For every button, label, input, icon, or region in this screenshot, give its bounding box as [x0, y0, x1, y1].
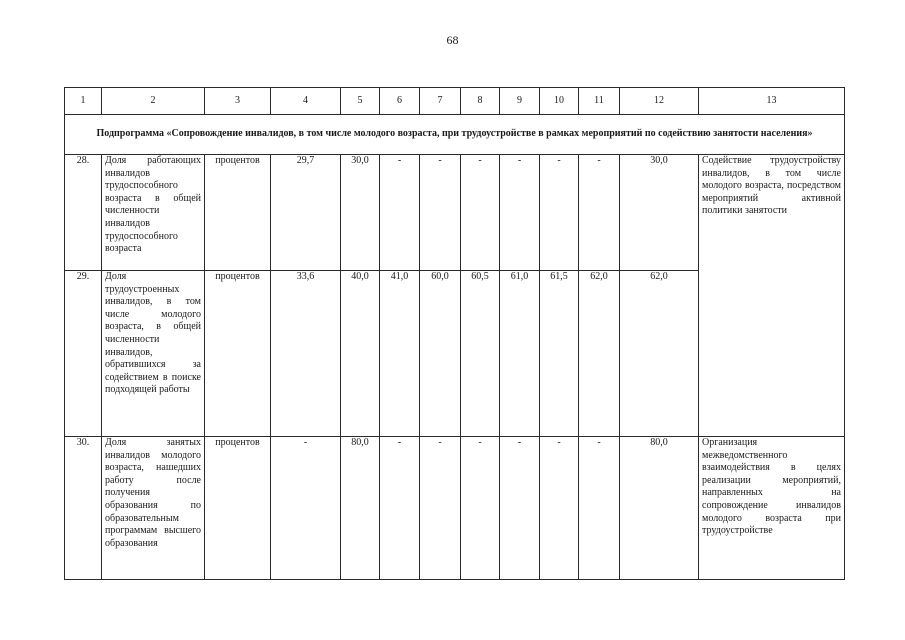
value-cell: 60,0: [420, 271, 461, 437]
indicators-table: [64, 87, 845, 580]
value-cell: 61,5: [540, 271, 579, 437]
note-cell: Организация межведомственного взаимодействия в целях реализации мероприятий, направленных на сопровождение инвалидов молодого возраста при трудоустройстве: [699, 437, 845, 580]
column-header: 11: [579, 88, 620, 115]
column-header: 7: [420, 88, 461, 115]
value-cell: -: [271, 437, 341, 580]
value-cell: -: [461, 155, 500, 271]
table-row: [65, 155, 845, 271]
column-header: 2: [102, 88, 205, 115]
row-number: 30.: [65, 437, 102, 580]
value-cell: 41,0: [380, 271, 420, 437]
unit-of-measure: процентов: [205, 271, 271, 437]
value-cell: -: [420, 155, 461, 271]
value-cell: -: [500, 155, 540, 271]
indicator-name: Доля работающих инвалидов трудоспособного возраста в общей численности инвалидов трудоспособного возраста: [102, 155, 205, 271]
column-header: 3: [205, 88, 271, 115]
value-cell: 33,6: [271, 271, 341, 437]
row-number: 29.: [65, 271, 102, 437]
value-cell: -: [540, 437, 579, 580]
column-header: 5: [341, 88, 380, 115]
row-number: 28.: [65, 155, 102, 271]
value-cell: 30,0: [620, 155, 699, 271]
value-cell: -: [380, 155, 420, 271]
column-header: 10: [540, 88, 579, 115]
column-header: 9: [500, 88, 540, 115]
subprogram-row: [65, 115, 845, 155]
column-header: 1: [65, 88, 102, 115]
column-header: 12: [620, 88, 699, 115]
column-header: 13: [699, 88, 845, 115]
page-number: 68: [446, 33, 459, 47]
value-cell: -: [500, 437, 540, 580]
value-cell: 40,0: [341, 271, 380, 437]
indicator-name: Доля трудоустроенных инвалидов, в том числе молодого возраста, в общей численности инвалидов, обратившихся за содействием в поиске подходящей работы: [102, 271, 205, 437]
value-cell: -: [579, 437, 620, 580]
note-cell: Содействие трудоустройству инвалидов, в том числе молодого возраста, посредством мероприятий активной политики занятости: [699, 155, 845, 437]
value-cell: -: [420, 437, 461, 580]
unit-of-measure: процентов: [205, 155, 271, 271]
column-header: 4: [271, 88, 341, 115]
value-cell: 80,0: [620, 437, 699, 580]
value-cell: -: [461, 437, 500, 580]
indicator-name: Доля занятых инвалидов молодого возраста, нашедших работу после получения образования по образовательным программам высшего образования: [102, 437, 205, 580]
value-cell: 60,5: [461, 271, 500, 437]
value-cell: -: [579, 155, 620, 271]
value-cell: 61,0: [500, 271, 540, 437]
table-row: [65, 437, 845, 580]
value-cell: -: [380, 437, 420, 580]
value-cell: 29,7: [271, 155, 341, 271]
unit-of-measure: процентов: [205, 437, 271, 580]
column-header: 6: [380, 88, 420, 115]
column-number-row: [65, 88, 845, 115]
value-cell: 62,0: [579, 271, 620, 437]
column-header: 8: [461, 88, 500, 115]
value-cell: -: [540, 155, 579, 271]
value-cell: 30,0: [341, 155, 380, 271]
subprogram-title: Подпрограмма «Сопровождение инвалидов, в том числе молодого возраста, при трудоустройстве в рамках мероприятий по содействию занятости населения»: [65, 115, 845, 155]
value-cell: 62,0: [620, 271, 699, 437]
value-cell: 80,0: [341, 437, 380, 580]
